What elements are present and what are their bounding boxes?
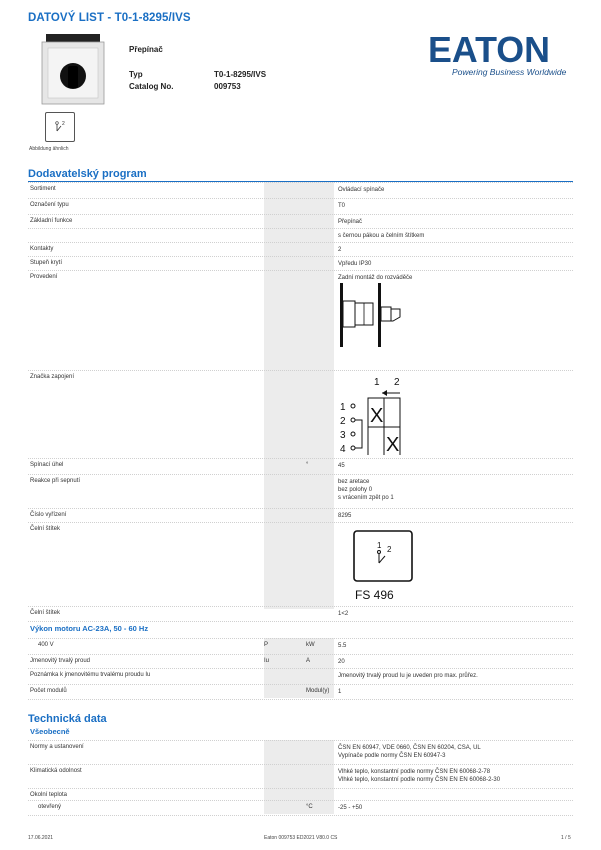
table-row: Sortiment Ovládací spínače xyxy=(28,182,573,199)
section-heading-program: Dodavatelský program xyxy=(28,168,147,180)
typ-value: T0-1-8295/IVS xyxy=(214,70,267,79)
table-row: 400 V P kW 5.5 xyxy=(28,638,573,655)
product-kind: Přepínač xyxy=(129,45,163,54)
diagram-pos-1: 1 xyxy=(374,377,380,388)
motor-heading: Výkon motoru AC-23A, 50 - 60 Hz xyxy=(30,624,149,633)
table-row: Počet modulů Modul(y) 1 xyxy=(28,684,573,700)
contact-4-label: 4 xyxy=(340,444,346,455)
eaton-logo xyxy=(428,32,550,66)
table-row: Čelní štítek 1<2 xyxy=(28,606,573,622)
plate-number-2: 2 xyxy=(387,545,392,554)
typ-label: Typ xyxy=(129,70,143,79)
section-heading-tech: Technická data xyxy=(28,713,107,725)
document-title: DATOVÝ LIST - T0-1-8295/IVS xyxy=(28,12,191,24)
footer-page: 1 / 5 xyxy=(561,835,571,841)
plate-number-1: 1 xyxy=(377,541,382,550)
diagram-pos-2: 2 xyxy=(394,377,400,388)
front-plate-drawing xyxy=(352,529,414,605)
mounting-drawing xyxy=(338,283,418,347)
svg-text:2: 2 xyxy=(62,121,65,127)
table-row: Normy a ustanovení ČSN EN 60947, VDE 0660, ČSN EN 60204, CSA, UL Vypínače podle normy ČSN EN 60947-3 xyxy=(28,740,573,765)
table-row: Stupeň krytí Vpředu IP30 xyxy=(28,256,573,271)
table-row: Spínací úhel ° 45 xyxy=(28,458,573,475)
svg-text:X: X xyxy=(370,405,384,427)
table-row: Číslo vyřízení 8295 xyxy=(28,508,573,523)
contact-3-label: 3 xyxy=(340,430,346,441)
catalog-label: Catalog No. xyxy=(129,82,174,91)
table-row: Označení typu T0 xyxy=(28,198,573,215)
switch-symbol-icon xyxy=(45,112,75,142)
table-row: Klimatická odolnost Vlhké teplo, konstantní podle normy ČSN EN 60068-2-78 Vlhké teplo, konstantní podle normy ČSN EN EN 60068-2-30 xyxy=(28,764,573,789)
tech-subheading: Všeobecně xyxy=(30,727,70,736)
image-caption: Abbildung ähnlich xyxy=(29,146,69,152)
footer-date: 17.06.2021 xyxy=(28,835,54,841)
table-row: Reakce při sepnutí bez aretace bez polohy 0 s vrácením zpět po 1 xyxy=(28,474,573,509)
table-row: Okolní teplota xyxy=(28,788,573,801)
table-row: Jmenovitý trvalý proud Iu A 20 xyxy=(28,654,573,669)
plate-code: FS 496 xyxy=(355,588,394,602)
contact-2-label: 2 xyxy=(340,416,346,427)
table-row: Čelní štítek 1 2 FS 496 xyxy=(28,522,573,607)
table-row: Značka zapojení 1 2 X X 1 2 3 4 xyxy=(28,370,573,459)
table-row: Poznámka k jmenovitému trvalému proudu Iu Jmenovitý trvalý proud Iu je uveden pro max. průřez. xyxy=(28,668,573,685)
brand-tagline: Powering Business Worldwide xyxy=(452,67,567,77)
contact-1-label: 1 xyxy=(340,402,346,413)
table-row: s černou pákou a čelním štítkem xyxy=(28,228,573,243)
product-image xyxy=(40,32,106,106)
footer-doc-id: Eaton 009753 ED2021 V80.0 CS xyxy=(264,835,338,841)
table-row: Provedení Zadní montáž do rozváděče xyxy=(28,270,573,371)
brand-text: EATON xyxy=(428,32,550,66)
wiring-diagram xyxy=(338,375,418,455)
catalog-value: 009753 xyxy=(214,82,241,91)
table-row: Základní funkce Přepínač xyxy=(28,214,573,229)
table-row: Kontakty 2 xyxy=(28,242,573,257)
table-row: otevřený °C -25 - +50 xyxy=(28,800,573,816)
svg-text:X: X xyxy=(386,434,400,455)
